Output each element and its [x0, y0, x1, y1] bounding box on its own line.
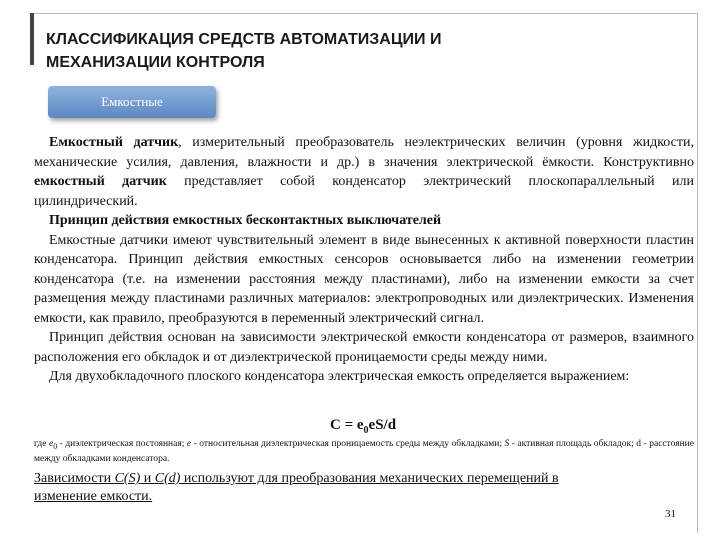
paragraph-conclusion: Зависимости C(S) и C(d) используют для преобразования механических перемещений в изменение емкости. [34, 471, 559, 504]
formula-legend: где $e_0$ - диэлектрическая постоянная; e - относительная диэлектрическая проницаемость среды между обкладками; S - активная площадь обкладок; d - расстояние между обкладками конденсатора. [34, 439, 694, 465]
paragraph-dependency: Принцип действия основан на зависимости электрической емкости конденсатора от размеров, взаимного расположения его обкладок и от диэлектрической проницаемости среды между ними. [34, 330, 694, 365]
paragraph-expression: Для двухобкладочного плоского конденсатора электрическая емкость определяется выражением: [49, 369, 630, 384]
paragraph-definition: Емкостный датчик, измерительный преобразователь неэлектрических величин (уровня жидкости, механические усилия, давления, влажности и др.) в значения электрической ёмкости. Конструктивно емкостный датчик представляет собой конденсатор электрический плоскопараллельный или цилиндрический. [34, 135, 694, 209]
title-line-1: КЛАССИФИКАЦИЯ СРЕДСТВ АВТОМАТИЗАЦИИ И [46, 31, 442, 48]
page-number: 31 [665, 508, 676, 520]
slide-body [34, 133, 694, 387]
frame-left-bar [30, 13, 34, 65]
frame-top-line [30, 13, 698, 14]
paragraph-principle: Емкостные датчики имеют чувствительный элемент в виде вынесенных к активной поверхности пластин конденсатора. Принцип действия емкостных сенсоров основывается либо на изменении геометрии конденсатора (т.е. на изменении расстояния между пластинами), либо на изменении емкости за счет размещения между пластинами различных материалов: электропроводных или диэлектрических. Изменения емкости, как правило, преобразуются в переменный электрический сигнал. [34, 232, 694, 326]
title-line-2: МЕХАНИЗАЦИИ КОНТРОЛЯ [46, 54, 265, 71]
frame-right-line [697, 13, 698, 533]
capacitance-formula: $C = e_0eS/d$ [330, 417, 397, 436]
term-capacitive-sensor-2: емкостный датчик [34, 174, 167, 189]
section-heading: Принцип действия емкостных бесконтактных выключателей [49, 213, 442, 228]
category-tag: Емкостные [48, 86, 216, 118]
slide-title [46, 28, 686, 74]
term-capacitive-sensor: Емкостный датчик [49, 135, 179, 150]
